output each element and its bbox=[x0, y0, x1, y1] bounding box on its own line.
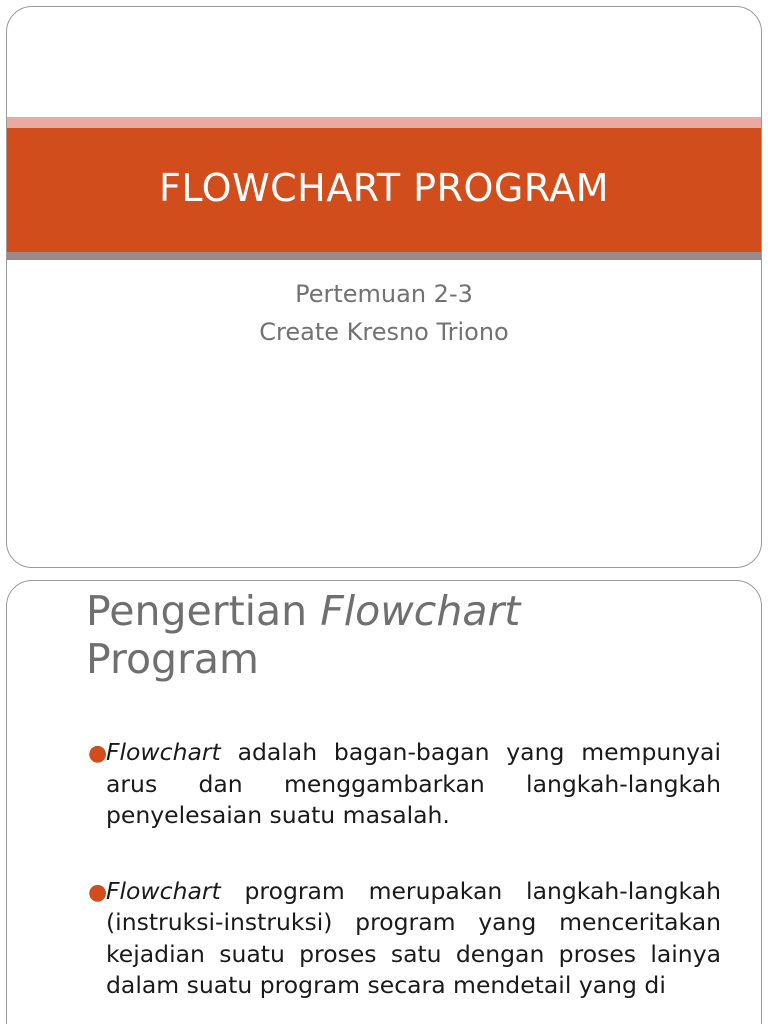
title-band-bottom-stripe bbox=[7, 252, 761, 260]
slide-subtitle bbox=[7, 275, 761, 351]
bullet-text: program merupakan langkah-langkah (instruksi-instruksi) program yang menceritakan kejadian suatu proses satu dengan proses lainya dalam suatu program secara mendetail yang di bbox=[106, 876, 721, 999]
title-slide bbox=[6, 6, 762, 568]
content-slide bbox=[6, 580, 762, 1024]
bullet-italic-term: Flowchart bbox=[106, 738, 221, 766]
bullet-item bbox=[87, 876, 721, 1002]
bullet-dot-icon: ● bbox=[88, 741, 108, 766]
heading-text-part-2: Program bbox=[86, 635, 259, 683]
bullet-list bbox=[87, 737, 721, 1024]
heading-text-part-1: Pengertian bbox=[86, 587, 321, 635]
bullet-dot-icon: ● bbox=[88, 879, 108, 905]
title-band bbox=[7, 128, 761, 252]
subtitle-line-2: Create Kresno Triono bbox=[259, 318, 509, 346]
slide-heading bbox=[86, 587, 726, 683]
subtitle-line-1: Pertemuan 2-3 bbox=[295, 280, 473, 308]
bullet-item bbox=[87, 737, 721, 832]
bullet-text: adalah bagan-bagan yang mempunyai arus dan menggambarkan langkah-langkah penyelesaian suatu masalah. bbox=[106, 738, 721, 829]
heading-italic-term: Flowchart bbox=[320, 587, 521, 635]
bullet-italic-term: Flowchart bbox=[106, 876, 221, 905]
title-band-top-stripe bbox=[7, 117, 761, 128]
slide-title: FLOWCHART PROGRAM bbox=[158, 166, 609, 210]
